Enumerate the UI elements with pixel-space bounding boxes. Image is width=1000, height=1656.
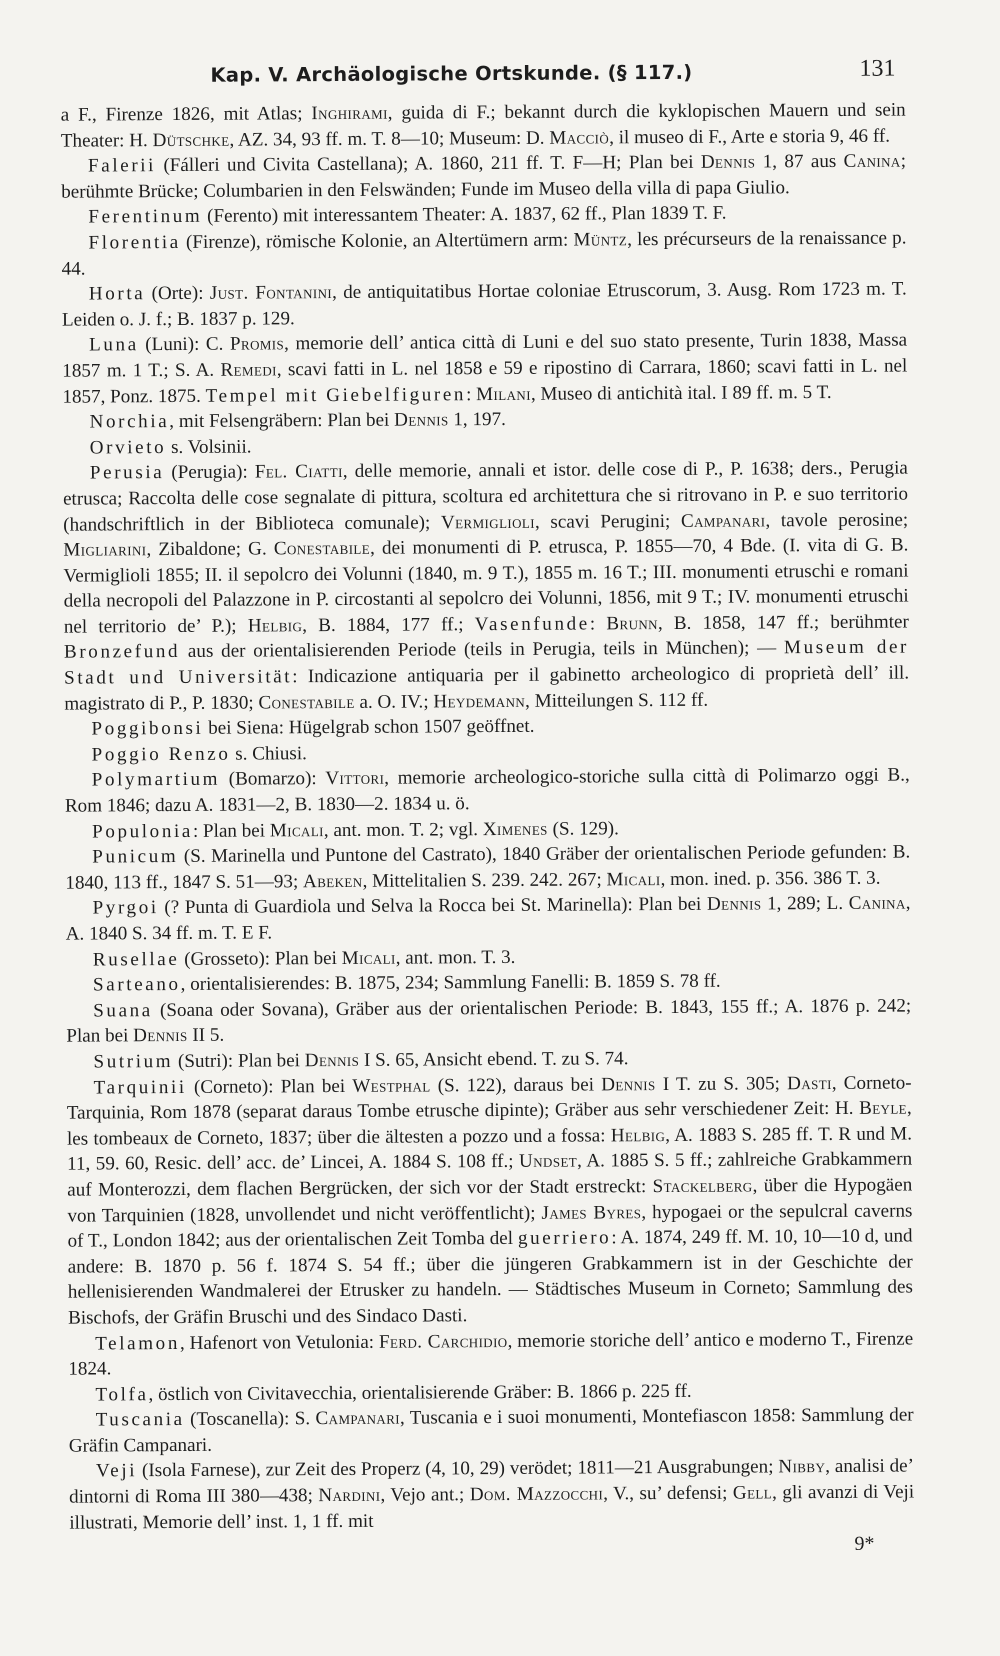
author-name: Promis — [229, 333, 285, 355]
text-run: , scavi fatti in L. nel 1858 e 59 e ripostino di Carrara, 1860; scavi fatti in L. nel 1857, Ponz. 1875. — [62, 355, 908, 408]
author-name: Campanari — [680, 509, 766, 532]
text-run: (Luni): C. — [138, 334, 231, 356]
text-run: (S. 129). — [547, 817, 619, 840]
spaced-term: Museum der Stadt und Universität — [64, 636, 910, 689]
text-run: , mit Felsengräbern: Plan bei — [169, 409, 395, 433]
text-body — [61, 98, 915, 1536]
entry-telamon — [68, 1326, 913, 1382]
spaced-term: Suana — [93, 999, 153, 1022]
author-name: Dasti — [787, 1072, 832, 1094]
author-name: Nardini — [318, 1484, 381, 1507]
text-run: , Zibaldone; G. — [146, 538, 274, 561]
text-run: , B. 1858, 147 ff.; berühmter — [657, 611, 909, 634]
spaced-term: Norchia — [89, 411, 170, 433]
spaced-term: Vasenfunde — [474, 613, 590, 636]
spaced-term: Sutrium — [93, 1050, 174, 1073]
text-run: , Vejo ant.; — [380, 1484, 470, 1506]
text-run: a. O. IV.; — [354, 691, 434, 713]
text-run: , delle memorie, annali et istor. delle cose di P., P. 1638; ders., Perugia etrusca; Raccolta delle cose segnalate di pittura, scoltura ed architettura che si ritrovano in P. e suo territorio (handschriftlich in der Biblioteca comunale); — [62, 457, 909, 536]
spaced-term: Falerii — [87, 155, 157, 177]
spaced-term: Luna — [89, 334, 139, 356]
text-run: I T. zu S. 305; — [655, 1072, 788, 1095]
text-run: , über die Hypogäen von Tarquinien (1828, unvollendet und nicht veröffentlicht); — [67, 1174, 913, 1227]
entry-tarquinii — [67, 1070, 914, 1331]
author-name: Conestabile — [273, 537, 371, 560]
spaced-term: Bronzefund — [63, 641, 181, 664]
text-run: : Indicazione antiquaria per il gabinetto archeologico di proprietà dell’ ill. magistrato di P., P. 1830; — [64, 662, 910, 715]
author-name: Helbig — [247, 615, 303, 637]
spaced-term: Polymartium — [91, 769, 221, 791]
author-name: Just. Fontanini — [209, 282, 333, 304]
text-run: aus der orientalisierenden Periode (teils in Perugia, teils in München); — — [180, 637, 785, 663]
spaced-term: Populonia — [92, 820, 193, 843]
signature-mark: 9* — [854, 1532, 875, 1556]
text-run: (S. 122), daraus bei — [430, 1073, 602, 1097]
text-run: , les précurseurs de la renaissance p. 44. — [61, 227, 907, 280]
author-name: Vermiglioli — [440, 511, 536, 533]
entry-veji — [69, 1454, 914, 1536]
author-name: Dennis — [133, 1025, 188, 1047]
text-run: , gli avanzi di Veji illustrati, Memorie dell’ inst. 1, 1 ff. mit — [69, 1481, 915, 1534]
text-run: (Perugia): — [164, 461, 255, 484]
author-name: Nibby — [778, 1456, 826, 1478]
spaced-term: Horta — [88, 283, 146, 305]
spaced-term: Poggio Renzo — [91, 743, 231, 766]
author-name: Campanari — [315, 1407, 401, 1430]
text-run: : Plan bei — [192, 820, 270, 842]
spaced-term: Tarquinii — [93, 1076, 187, 1099]
text-run: : A. 1874, 249 ff. M. 10, 10—10 d, und andere: B. 1870 p. 56 f. 1874 S. 54 ff.; über die jüngeren Grabkammern ist in der Geschichte der hellenisierenden Wandmalerei der Etrusker zu handeln. — Städtisches Museum in Corneto; Sammlung des Bischofs, der Gräfin Bruschi und des Sindaco Dasti. — [67, 1225, 913, 1329]
text-run: s. Chiusi. — [230, 743, 307, 765]
text-run: , A. 1883 S. 285 ff. T. R und M. 11, 59. 60, Resic. dell’ acc. de’ Lincei, A. 1884 S. 108 ff.; — [67, 1123, 912, 1176]
text-run: a F., Firenze 1826, mit Atlas; — [60, 103, 312, 126]
page-footer — [69, 1531, 914, 1566]
entry-luna — [62, 328, 907, 410]
text-run: , Museo di antichità ital. I 89 ff. m. 5 T. — [530, 381, 832, 405]
text-run: , Corneto-Tarquinia, Rom 1878 (separat daraus Tombe etrusche dipinte); Gräber aus sehr verschiedener Zeit: H. — [66, 1072, 912, 1124]
text-run: , orientalisierendes: B. 1875, 234; Sammlung Fanelli: B. 1859 S. 78 ff. — [180, 970, 721, 996]
text-run: , östlich von Civitavecchia, orientalisierende Gräber: B. 1866 p. 225 ff. — [148, 1380, 692, 1405]
author-name: Dennis — [304, 1049, 360, 1072]
spaced-term: Tuscania — [95, 1409, 185, 1431]
text-run: (Orte): — [145, 282, 210, 305]
spaced-term: guerriero — [517, 1227, 612, 1250]
spaced-term: Orvieto — [89, 436, 167, 459]
text-run: , tavole perosine; — [765, 509, 909, 531]
text-run: 1, 289; L. — [761, 893, 849, 915]
running-head-title: Kap. V. Archäologische Ortskunde. (§ 117.) — [210, 60, 693, 87]
entry-tuscania — [69, 1403, 914, 1459]
text-run: , hypogaei or the sepulcral caverns of T., London 1842; aus der orientalischen Zeit Tomba del — [67, 1200, 913, 1252]
text-run: , mon. ined. p. 356. 386 T. 3. — [660, 867, 881, 890]
spaced-term: Veji — [95, 1460, 138, 1482]
text-run: , de antiquitatibus Hortae coloniae Etruscorum, 3. Ausg. Rom 1723 m. T. Leiden o. J. f.; B. 1837 p. 129. — [61, 278, 907, 331]
text-run: (S. Marinella und Puntone del Castrato), 1840 Gräber der orientalischen Periode gefunden: B. 1840, 113 ff., 1847 S. 51—93; — [65, 841, 911, 894]
author-name: Ximenes — [482, 818, 548, 840]
text-run: , les tombeaux de Corneto, 1837; über die ältesten a pozzo und a fossa: — [66, 1097, 912, 1150]
spaced-term: Telamon — [95, 1332, 180, 1354]
text-run: , scavi Perugini; — [534, 510, 682, 533]
text-run: s. Volsinii. — [166, 436, 252, 458]
text-run: , memorie storiche dell’ antico e moderno T., Firenze 1824. — [68, 1328, 914, 1380]
author-name: Remedi — [220, 359, 277, 381]
author-name: Ferd. Carchidio — [378, 1330, 508, 1353]
text-run: I S. 65, Ansicht ebend. T. zu S. 74. — [359, 1048, 629, 1071]
text-run: , AZ. 34, 93 ff. m. T. 8—10; Museum: D. — [229, 127, 550, 151]
text-run: (Soana oder Sovana), Gräber aus der orientalischen Periode: B. 1843, 155 ff.; A. 1876 p. 242; Plan bei — [66, 995, 912, 1048]
text-run: , analisi de’ dintorni di Roma III 380—438; — [69, 1455, 915, 1508]
text-run: (Isola Farnese), zur Zeit des Properz (4, 10, 29) verödet; 1811—21 Ausgrabungen; — [137, 1456, 779, 1482]
author-name: Dennis — [700, 151, 756, 173]
author-name: Milani — [476, 383, 531, 405]
text-run: , V., su’ defensi; — [603, 1482, 733, 1505]
author-name: Micali — [269, 819, 324, 842]
author-name: Westphal — [352, 1075, 431, 1097]
author-name: Inghirami — [311, 102, 388, 125]
text-run: , Tuscania e i suoi monumenti, Montefiascon 1858: Sammlung der Gräfin Campanari. — [68, 1404, 914, 1457]
author-name: Micali — [341, 947, 396, 969]
text-run: , A. 1885 S. 5 ff.; zahlreiche Grabkammern auf Monterozzi, dem flachen Bergrücken, der sich vor der Stadt erstreckt: — [67, 1148, 913, 1201]
spaced-term: Sarteano — [92, 974, 181, 996]
spaced-term: Tolfa — [95, 1383, 149, 1406]
entry-punicum — [65, 840, 910, 896]
text-run: , Hafenort von Vetulonia: — [179, 1331, 380, 1354]
text-run: (Bomarzo): — [220, 768, 326, 791]
text-run: (Grosseto): Plan bei — [179, 947, 342, 970]
author-name: Stackelberg — [652, 1175, 753, 1198]
author-name: Conestabile — [258, 691, 355, 714]
text-run: , ant. mon. T. 2; vgl. — [323, 818, 483, 841]
text-run: (? Punta di Guardiola und Selva la Rocca bei St. Marinella): Plan bei — [158, 894, 708, 919]
text-run: (Toscanella): S. — [184, 1408, 316, 1431]
entry-faesulae-cont — [61, 98, 906, 154]
entry-florentia — [61, 225, 906, 281]
text-run: , dei monumenti di P. etrusca, P. 1855—70, 4 Bde. (I. vita di G. B. Vermiglioli 1855; II. il sepolcro dei Volunni (1840, m. 9 T.), 1855 m. 16 T.; III. monumenti etruschi e romani della necropoli del Palazzone in P. circostanti al sepolcro dei Volunni, 1856, mit 9 T.; IV. monumenti etruschi nel territorio de’ P.); — [63, 534, 909, 638]
author-name: Abeken — [302, 870, 363, 893]
text-run: bei Siena: Hügelgrab schon 1507 geöffnet. — [203, 716, 535, 740]
running-header — [60, 48, 905, 103]
spaced-term: Rusellae — [92, 948, 180, 971]
author-name: Dom. Mazzocchi — [469, 1483, 604, 1506]
author-name: Müntz — [573, 229, 628, 251]
text-run: : — [589, 613, 607, 635]
author-name: Dennis — [394, 409, 449, 431]
text-run: (Fálleri und Civita Castellana); A. 1860, 211 ff. T. F—H; Plan bei — [155, 151, 701, 177]
entry-horta — [62, 277, 907, 333]
text-run: , A. 1840 S. 34 ff. m. T. E F. — [65, 892, 911, 945]
entry-suana — [66, 993, 911, 1049]
author-name: Dennis — [706, 893, 762, 916]
entry-pyrgoi — [65, 891, 910, 947]
text-run: , Mitteilungen S. 112 ff. — [525, 689, 709, 712]
author-name: Dennis — [601, 1073, 656, 1095]
text-run: 1, 87 aus — [755, 151, 844, 173]
spaced-term: Tempel mit Giebelfiguren — [205, 383, 467, 407]
text-run: , B. 1884, 177 ff.; — [302, 614, 475, 637]
text-run: , memorie dell’ antica città di Luni e del suo stato presente, Turin 1838, Massa 1857 m. 1 T.; S. A. — [62, 329, 908, 382]
author-name: Canina — [848, 892, 906, 915]
entry-polymartium — [65, 763, 910, 819]
author-name: Canina — [843, 150, 901, 173]
text-run: (Firenze), römische Kolonie, an Altertümern arm: — [180, 229, 574, 253]
entry-falerii — [61, 149, 906, 205]
text-run: II 5. — [187, 1025, 225, 1047]
spaced-term: Punicum — [92, 846, 179, 868]
author-name: Brunn — [606, 612, 658, 635]
text-run: 1, 197. — [448, 409, 506, 431]
author-name: Vittori — [325, 768, 385, 790]
author-name: Gell — [732, 1482, 773, 1504]
text-run: , guida di F.; bekannt durch die kyklopischen Mauern und sein Theater: H. — [60, 99, 906, 152]
author-name: Migliarini — [63, 539, 147, 561]
text-run: (Ferento) mit interessantem Theater: A. 1837, 62 ff., Plan 1839 T. F. — [202, 202, 727, 228]
author-name: Micali — [606, 868, 661, 891]
text-run: : — [465, 383, 477, 405]
page-number: 131 — [859, 55, 896, 82]
author-name: Undset — [518, 1150, 578, 1173]
text-run: (Sutri): Plan bei — [173, 1050, 305, 1072]
text-run: , il museo di F., Arte e storia 9, 46 ff. — [609, 125, 891, 148]
spaced-term: Perusia — [89, 462, 165, 484]
text-run: , Mittelitalien S. 239. 242. 267; — [362, 869, 607, 892]
spaced-term: Poggibonsi — [91, 718, 204, 740]
spaced-term: Ferentinum — [88, 206, 203, 228]
author-name: Macciò — [549, 126, 610, 149]
text-run: , ant. mon. T. 3. — [395, 946, 516, 969]
author-name: Heydemann — [433, 690, 526, 713]
author-name: Dütschke — [152, 129, 230, 151]
author-name: Beyle — [858, 1097, 908, 1119]
spaced-term: Florentia — [88, 231, 181, 254]
spaced-term: Pyrgoi — [92, 897, 159, 919]
text-run: , memorie archeologico-storiche sulla città di Polimarzo oggi B., Rom 1846; dazu A. 1831—2, B. 1830—2. 1834 u. ö. — [64, 764, 910, 817]
author-name: James Byres — [541, 1201, 642, 1224]
text-run: (Corneto): Plan bei — [186, 1075, 353, 1098]
entry-perusia — [63, 456, 910, 717]
author-name: Fel. Ciatti — [254, 461, 343, 483]
author-name: Helbig — [610, 1124, 666, 1147]
text-run: ; berühmte Brücke; Columbarien in den Felswänden; Funde im Museo della villa di papa Giulio. — [61, 150, 907, 203]
